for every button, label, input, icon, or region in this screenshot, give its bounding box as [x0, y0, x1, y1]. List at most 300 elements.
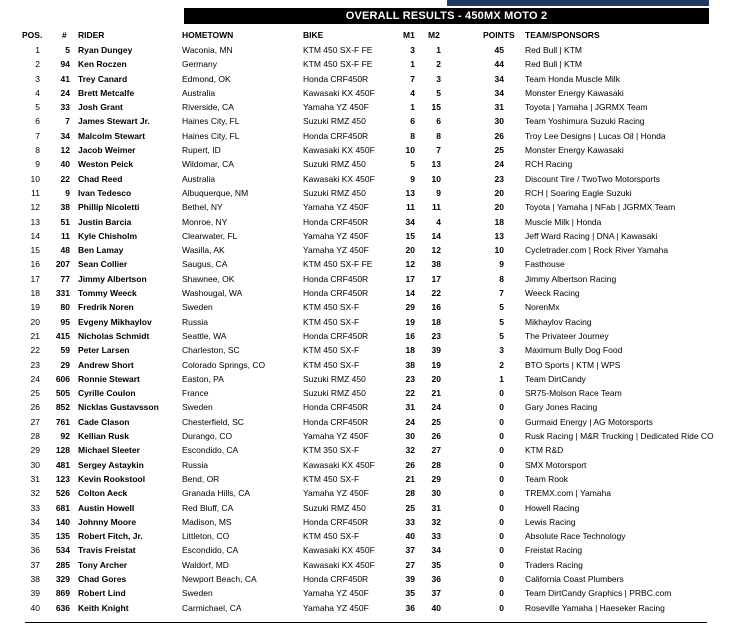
number-cell: 9 [65, 187, 70, 198]
points-cell: 20 [494, 202, 504, 213]
rider-cell: Phillip Nicoletti [78, 202, 140, 213]
col-header-num: # [62, 30, 67, 40]
table-row [0, 429, 732, 443]
table-row [0, 272, 732, 286]
table-row [0, 386, 732, 400]
bike-cell: Honda CRF450R [303, 288, 369, 299]
moto2-cell: 23 [431, 330, 441, 341]
col-header-points: POINTS [483, 30, 515, 40]
table-row [0, 458, 732, 472]
points-cell: 5 [499, 316, 504, 327]
moto2-cell: 37 [431, 588, 441, 599]
rider-cell: Jimmy Albertson [78, 273, 147, 284]
number-cell: 29 [60, 359, 70, 370]
number-cell: 22 [60, 173, 70, 184]
points-cell: 0 [499, 431, 504, 442]
moto2-cell: 16 [431, 302, 441, 313]
bike-cell: Suzuki RMZ 450 [303, 388, 366, 399]
points-cell: 0 [499, 516, 504, 527]
moto1-cell: 22 [405, 388, 415, 399]
pos-cell: 37 [30, 559, 40, 570]
bike-cell: Yamaha YZ 450F [303, 431, 369, 442]
table-row [0, 372, 732, 386]
hometown-cell: Chesterfield, SC [182, 416, 244, 427]
moto1-cell: 27 [405, 559, 415, 570]
pos-cell: 1 [35, 45, 40, 55]
points-cell: 0 [499, 588, 504, 599]
moto1-cell: 13 [405, 187, 415, 198]
team-cell: SR75-Molson Race Team [525, 388, 622, 399]
moto1-cell: 35 [405, 588, 415, 599]
points-cell: 0 [499, 502, 504, 513]
moto2-cell: 36 [431, 573, 441, 584]
hometown-cell: Granada Hills, CA [182, 488, 251, 499]
hometown-cell: Germany [182, 59, 217, 70]
team-cell: RCH Racing [525, 159, 573, 170]
pos-cell: 23 [30, 359, 40, 370]
table-row [0, 572, 732, 586]
hometown-cell: Carmichael, CA [182, 602, 242, 613]
table-row [0, 286, 732, 300]
bike-cell: Honda CRF450R [303, 516, 369, 527]
rider-cell: Ken Roczen [78, 59, 127, 70]
moto2-cell: 8 [436, 130, 441, 141]
hometown-cell: Monroe, NY [182, 216, 228, 227]
team-cell: Toyota | Yamaha | JGRMX Team [525, 102, 648, 113]
moto2-cell: 33 [431, 531, 441, 542]
points-cell: 30 [494, 116, 504, 127]
team-cell: KTM R&D [525, 445, 564, 456]
hometown-cell: Waldorf, MD [182, 559, 229, 570]
number-cell: 534 [55, 545, 70, 556]
hometown-cell: Australia [182, 87, 216, 98]
pos-cell: 25 [30, 388, 40, 399]
team-cell: Monster Energy Kawasaki [525, 87, 624, 98]
moto1-cell: 1 [410, 102, 415, 113]
rider-cell: Ryan Dungey [78, 45, 133, 55]
number-cell: 92 [60, 431, 70, 442]
points-cell: 26 [494, 130, 504, 141]
bike-cell: KTM 450 SX-F FE [303, 45, 373, 55]
hometown-cell: Haines City, FL [182, 130, 240, 141]
moto1-cell: 11 [406, 202, 415, 213]
pos-cell: 15 [30, 245, 40, 256]
moto1-cell: 10 [405, 145, 415, 156]
moto2-cell: 22 [431, 288, 441, 299]
team-cell: Weeck Racing [525, 288, 580, 299]
pos-cell: 34 [30, 516, 40, 527]
moto1-cell: 7 [410, 73, 415, 84]
points-cell: 9 [499, 259, 504, 270]
moto1-cell: 15 [405, 230, 415, 241]
pos-cell: 20 [30, 316, 40, 327]
team-cell: Mikhaylov Racing [525, 316, 592, 327]
number-cell: 852 [55, 402, 70, 413]
points-cell: 20 [494, 187, 504, 198]
points-cell: 0 [499, 602, 504, 613]
col-header-hometown: HOMETOWN [182, 30, 234, 40]
points-cell: 0 [499, 545, 504, 556]
table-row [0, 86, 732, 100]
pos-cell: 31 [30, 473, 40, 484]
hometown-cell: Easton, PA [182, 373, 224, 384]
moto1-cell: 29 [405, 302, 415, 313]
table-row [0, 129, 732, 143]
number-cell: 7 [65, 116, 70, 127]
moto1-cell: 33 [405, 516, 415, 527]
table-row [0, 558, 732, 572]
number-cell: 41 [60, 73, 70, 84]
team-cell: Howell Racing [525, 502, 580, 513]
moto2-cell: 39 [431, 345, 441, 356]
col-header-rider: RIDER [78, 30, 105, 40]
pos-cell: 4 [35, 87, 40, 98]
moto2-cell: 34 [431, 545, 441, 556]
pos-cell: 3 [35, 73, 40, 84]
pos-cell: 26 [30, 402, 40, 413]
rider-cell: Robert Lind [78, 588, 126, 599]
bike-cell: Honda CRF450R [303, 130, 369, 141]
moto2-cell: 17 [431, 273, 441, 284]
moto2-cell: 5 [436, 87, 441, 98]
hometown-cell: Riverside, CA [182, 102, 234, 113]
team-cell: Troy Lee Designs | Lucas Oil | Honda [525, 130, 666, 141]
bike-cell: KTM 450 SX-F [303, 345, 360, 356]
rider-cell: Michael Sleeter [78, 445, 140, 456]
pos-cell: 18 [30, 288, 40, 299]
rider-cell: Cyrille Coulon [78, 388, 136, 399]
results-table [0, 43, 732, 615]
moto2-cell: 2 [436, 59, 441, 70]
pos-cell: 7 [35, 130, 40, 141]
rider-cell: Johnny Moore [78, 516, 137, 527]
table-row [0, 443, 732, 457]
rider-cell: Justin Barcia [78, 216, 132, 227]
points-cell: 0 [499, 445, 504, 456]
moto1-cell: 6 [410, 116, 415, 127]
rider-cell: Fredrik Noren [78, 302, 134, 313]
number-cell: 681 [55, 502, 70, 513]
pos-cell: 21 [30, 330, 40, 341]
moto2-cell: 3 [436, 73, 441, 84]
moto2-cell: 29 [431, 473, 441, 484]
hometown-cell: Albuquerque, NM [182, 187, 249, 198]
pos-cell: 24 [30, 373, 40, 384]
rider-cell: Austin Howell [78, 502, 135, 513]
team-cell: Team Yoshimura Suzuki Racing [525, 116, 645, 127]
table-row [0, 486, 732, 500]
bike-cell: KTM 450 SX-F [303, 316, 360, 327]
number-cell: 33 [60, 102, 70, 113]
pos-cell: 32 [30, 488, 40, 499]
moto2-cell: 14 [431, 230, 441, 241]
table-row [0, 257, 732, 271]
team-cell: Traders Racing [525, 559, 583, 570]
number-cell: 51 [60, 216, 70, 227]
pos-cell: 6 [35, 116, 40, 127]
table-row [0, 515, 732, 529]
moto1-cell: 24 [405, 416, 415, 427]
points-cell: 31 [494, 102, 504, 113]
number-cell: 123 [55, 473, 70, 484]
moto1-cell: 12 [405, 259, 415, 270]
moto1-cell: 38 [405, 359, 415, 370]
rider-cell: Keith Knight [78, 602, 129, 613]
team-cell: Jeff Ward Racing | DNA | Kawasaki [525, 230, 658, 241]
moto1-cell: 9 [410, 173, 415, 184]
table-row [0, 300, 732, 314]
team-cell: Red Bull | KTM [525, 45, 583, 55]
moto2-cell: 19 [431, 359, 441, 370]
rider-cell: Robert Fitch, Jr. [78, 531, 143, 542]
pos-cell: 10 [30, 173, 40, 184]
bike-cell: KTM 450 SX-F [303, 359, 360, 370]
moto2-cell: 9 [436, 187, 441, 198]
number-cell: 526 [55, 488, 70, 499]
team-cell: California Coast Plumbers [525, 573, 624, 584]
moto1-cell: 26 [405, 459, 415, 470]
moto1-cell: 3 [410, 45, 415, 55]
bike-cell: KTM 450 SX-F FE [303, 259, 373, 270]
table-row [0, 601, 732, 615]
table-row [0, 315, 732, 329]
pos-cell: 40 [30, 602, 40, 613]
table-row [0, 329, 732, 343]
bike-cell: Honda CRF450R [303, 573, 369, 584]
points-cell: 0 [499, 531, 504, 542]
rider-cell: Sean Collier [78, 259, 128, 270]
team-cell: SMX Motorsport [525, 459, 587, 470]
hometown-cell: Bethel, NY [182, 202, 223, 213]
rider-cell: Tommy Weeck [78, 288, 137, 299]
team-cell: Muscle Milk | Honda [525, 216, 602, 227]
pos-cell: 35 [30, 531, 40, 542]
team-cell: Fasthouse [525, 259, 565, 270]
rider-cell: Kyle Chisholm [78, 230, 138, 241]
team-cell: Team DirtCandy [525, 373, 586, 384]
team-cell: Discount Tire / TwoTwo Motorsports [525, 173, 660, 184]
hometown-cell: Colorado Springs, CO [182, 359, 266, 370]
points-cell: 1 [499, 373, 504, 384]
number-cell: 24 [60, 87, 70, 98]
rider-cell: Kellian Rusk [78, 431, 130, 442]
rider-cell: Cade Clason [78, 416, 130, 427]
moto2-cell: 7 [436, 145, 441, 156]
points-cell: 0 [499, 473, 504, 484]
pos-cell: 11 [31, 187, 40, 198]
hometown-cell: Bend, OR [182, 473, 220, 484]
points-cell: 13 [494, 230, 504, 241]
col-header-bike: BIKE [303, 30, 324, 40]
table-row [0, 143, 732, 157]
rider-cell: Ben Lamay [78, 245, 124, 256]
table-row [0, 72, 732, 86]
col-header-team: TEAM/SPONSORS [525, 30, 600, 40]
points-cell: 5 [499, 302, 504, 313]
bike-cell: Yamaha YZ 450F [303, 588, 369, 599]
bike-cell: KTM 450 SX-F [303, 531, 360, 542]
hometown-cell: Charleston, SC [182, 345, 240, 356]
page-title: OVERALL RESULTS - 450MX MOTO 2 [184, 8, 709, 24]
pos-cell: 9 [35, 159, 40, 170]
moto1-cell: 28 [405, 488, 415, 499]
rider-cell: Nicklas Gustavsson [78, 402, 159, 413]
moto1-cell: 4 [410, 87, 415, 98]
points-cell: 0 [499, 416, 504, 427]
bike-cell: Suzuki RMZ 450 [303, 159, 366, 170]
moto2-cell: 38 [431, 259, 441, 270]
pos-cell: 12 [30, 202, 40, 213]
team-cell: Toyota | Yamaha | NFab | JGRMX Team [525, 202, 676, 213]
rider-cell: Tony Archer [78, 559, 128, 570]
number-cell: 128 [55, 445, 70, 456]
pos-cell: 13 [30, 216, 40, 227]
number-cell: 869 [55, 588, 70, 599]
moto2-cell: 13 [431, 159, 441, 170]
pos-cell: 22 [30, 345, 40, 356]
bike-cell: Honda CRF450R [303, 73, 369, 84]
number-cell: 11 [61, 230, 70, 241]
bike-cell: KTM 450 SX-F FE [303, 59, 373, 70]
points-cell: 7 [499, 288, 504, 299]
number-cell: 95 [60, 316, 70, 327]
hometown-cell: Seattle, WA [182, 330, 227, 341]
rider-cell: Kevin Rookstool [78, 473, 146, 484]
bike-cell: Suzuki RMZ 450 [303, 116, 366, 127]
pos-cell: 38 [30, 573, 40, 584]
rider-cell: Andrew Short [78, 359, 134, 370]
pos-cell: 27 [30, 416, 40, 427]
team-cell: Cycletrader.com | Rock River Yamaha [525, 245, 669, 256]
bike-cell: Kawasaki KX 450F [303, 145, 375, 156]
team-cell: Team DirtCandy Graphics | PRBC.com [525, 588, 672, 599]
points-cell: 25 [494, 145, 504, 156]
hometown-cell: Washougal, WA [182, 288, 243, 299]
number-cell: 207 [55, 259, 70, 270]
moto1-cell: 17 [405, 273, 415, 284]
hometown-cell: Russia [182, 316, 208, 327]
points-cell: 23 [494, 173, 504, 184]
hometown-cell: Escondido, CA [182, 445, 239, 456]
points-cell: 5 [499, 330, 504, 341]
hometown-cell: Wildomar, CA [182, 159, 234, 170]
points-cell: 0 [499, 402, 504, 413]
bike-cell: KTM 450 SX-F [303, 473, 360, 484]
moto1-cell: 16 [405, 330, 415, 341]
points-cell: 44 [494, 59, 504, 70]
team-cell: Monster Energy Kawasaki [525, 145, 624, 156]
moto2-cell: 24 [431, 402, 441, 413]
moto2-cell: 31 [431, 502, 441, 513]
moto1-cell: 30 [405, 431, 415, 442]
rider-cell: Nicholas Schmidt [78, 330, 150, 341]
team-cell: Team Rook [525, 473, 568, 484]
table-row [0, 229, 732, 243]
table-row [0, 172, 732, 186]
table-row [0, 157, 732, 171]
team-cell: Rusk Racing | M&R Trucking | Dedicated Ride CO [525, 431, 714, 442]
points-cell: 0 [499, 459, 504, 470]
pos-cell: 8 [35, 145, 40, 156]
moto2-cell: 20 [431, 373, 441, 384]
bike-cell: Yamaha YZ 450F [303, 102, 369, 113]
team-cell: Team Honda Muscle Milk [525, 73, 620, 84]
bike-cell: Honda CRF450R [303, 273, 369, 284]
moto2-cell: 6 [436, 116, 441, 127]
rider-cell: Josh Grant [78, 102, 123, 113]
rider-cell: Trey Canard [78, 73, 128, 84]
header-accent-bar [447, 0, 709, 6]
number-cell: 80 [60, 302, 70, 313]
rider-cell: Sergey Astaykin [78, 459, 144, 470]
table-row [0, 215, 732, 229]
hometown-cell: Durango, CO [182, 431, 233, 442]
bike-cell: Suzuki RMZ 450 [303, 373, 366, 384]
table-row [0, 358, 732, 372]
bike-cell: Yamaha YZ 450F [303, 602, 369, 613]
rider-cell: Peter Larsen [78, 345, 130, 356]
col-header-m2: M2 [428, 30, 440, 40]
moto1-cell: 40 [405, 531, 415, 542]
rider-cell: Weston Peick [78, 159, 134, 170]
pos-cell: 33 [30, 502, 40, 513]
number-cell: 94 [60, 59, 70, 70]
team-cell: Gurmaid Energy | AG Motorsports [525, 416, 653, 427]
number-cell: 135 [55, 531, 70, 542]
table-row [0, 586, 732, 600]
pos-cell: 19 [30, 302, 40, 313]
pos-cell: 5 [35, 102, 40, 113]
moto1-cell: 8 [410, 130, 415, 141]
table-row [0, 501, 732, 515]
hometown-cell: Newport Beach, CA [182, 573, 257, 584]
moto2-cell: 1 [436, 45, 441, 55]
number-cell: 59 [60, 345, 70, 356]
points-cell: 3 [499, 345, 504, 356]
hometown-cell: Saugus, CA [182, 259, 228, 270]
table-row [0, 57, 732, 71]
col-header-pos: POS. [22, 30, 43, 40]
moto1-cell: 39 [405, 573, 415, 584]
team-cell: TREMX.com | Yamaha [525, 488, 611, 499]
rider-cell: Colton Aeck [78, 488, 128, 499]
moto1-cell: 1 [410, 59, 415, 70]
moto2-cell: 30 [431, 488, 441, 499]
points-cell: 45 [494, 45, 504, 55]
hometown-cell: Waconia, MN [182, 45, 233, 55]
bike-cell: Suzuki RMZ 450 [303, 502, 366, 513]
bike-cell: Kawasaki KX 450F [303, 559, 375, 570]
number-cell: 38 [60, 202, 70, 213]
points-cell: 0 [499, 573, 504, 584]
moto1-cell: 37 [405, 545, 415, 556]
hometown-cell: Haines City, FL [182, 116, 240, 127]
moto1-cell: 23 [405, 373, 415, 384]
number-cell: 48 [60, 245, 70, 256]
team-cell: BTO Sports | KTM | WPS [525, 359, 621, 370]
bike-cell: Kawasaki KX 450F [303, 545, 375, 556]
table-row [0, 400, 732, 414]
points-cell: 34 [494, 87, 504, 98]
bike-cell: Honda CRF450R [303, 416, 369, 427]
moto2-cell: 18 [431, 316, 441, 327]
team-cell: NorenMx [525, 302, 560, 313]
table-row [0, 543, 732, 557]
bike-cell: Honda CRF450R [303, 330, 369, 341]
bike-cell: Yamaha YZ 450F [303, 488, 369, 499]
moto1-cell: 20 [405, 245, 415, 256]
hometown-cell: Escondido, CA [182, 545, 239, 556]
